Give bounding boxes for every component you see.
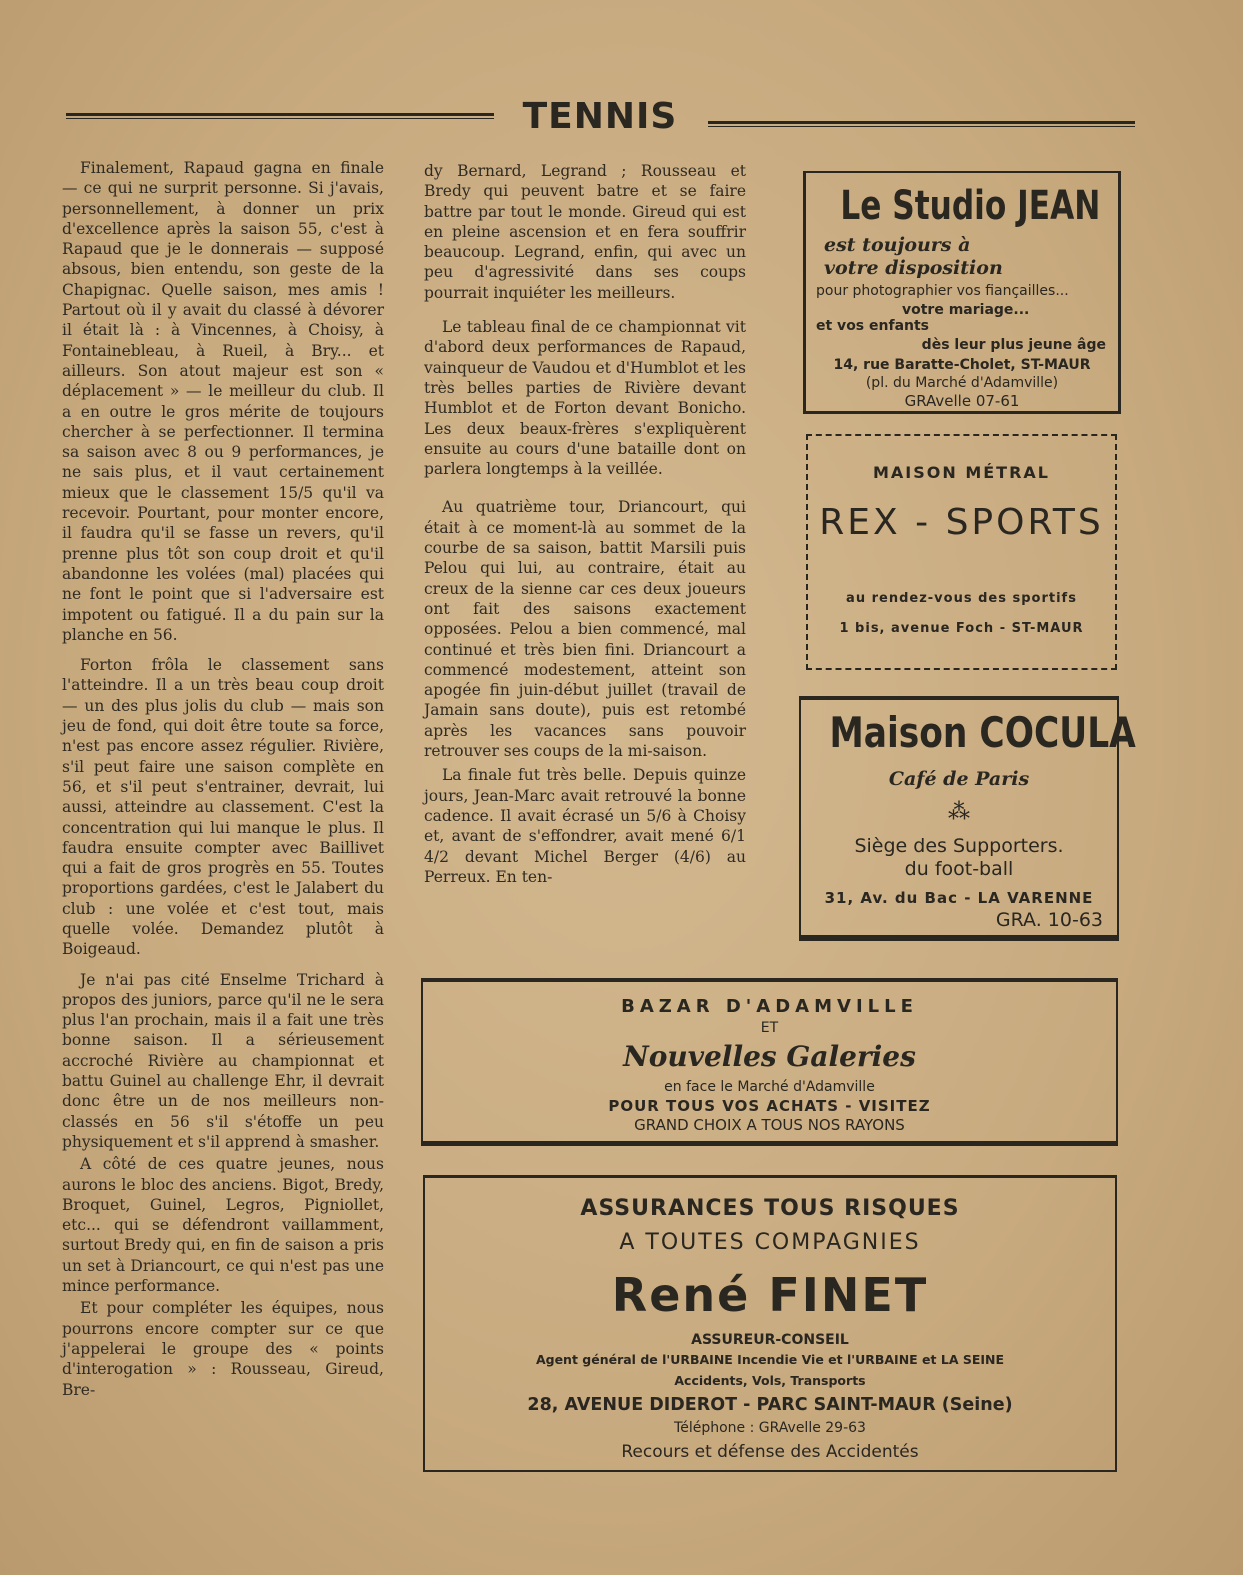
ad-rex-tagline: au rendez-vous des sportifs	[846, 591, 1077, 606]
ad-finet-line: ASSURANCES TOUS RISQUES	[580, 1196, 960, 1221]
ad-bazar-script: Nouvelles Galeries	[623, 1040, 916, 1073]
article-paragraph: Au quatrième tour, Driancourt, qui était à ce moment-là au sommet de la courbe de sa saison, battit Marsili puis Pelou qui lui, au contraire, était au creux de la sienne car ces deux joueurs ont fait des saisons exactement opposées. Pelou a bien commencé, mal continué et très bien fini. Driancourt a commencé modestement, atteint son apogée fin juin-début juillet (travail de Jamain sans doute), puis est retombé après les vacances sans pouvoir retrouver ses coups de la mi-saison.	[424, 498, 746, 761]
ad-studio-line: votre mariage...	[902, 302, 1030, 318]
ad-cocula-phone: GRA. 10-63	[995, 909, 1103, 931]
ad-cocula-name: Maison COCULA	[829, 708, 1136, 757]
ad-finet-name: René FINET	[611, 1268, 929, 1322]
article-paragraph: La finale fut très belle. Depuis quinze jours, Jean-Marc avait retrouvé la bonne cadence. Il avait écrasé un 5/6 à Choisy et, avant de s'effondrer, avait mené 6/1 4/2 devant Michel Berger (4/6) au Perreux. En ten-	[424, 766, 746, 886]
ad-rene-finet	[423, 1175, 1117, 1472]
ad-rex-sports	[806, 434, 1117, 670]
ad-studio-phone: GRAvelle 07-61	[904, 392, 1020, 410]
ad-rex-name: REX - SPORTS	[819, 502, 1104, 543]
ad-studio-address-2: (pl. du Marché d'Adamville)	[865, 375, 1059, 391]
ad-finet-phone: Téléphone : GRAvelle 29-63	[674, 1420, 866, 1436]
article-paragraph: Et pour compléter les équipes, nous pourrons encore compter sur ce que j'appelerai le groupe des « points d'interogation » : Rousseau, Gireud, Bre-	[62, 1299, 384, 1399]
ad-finet-title: ASSUREUR-CONSEIL	[691, 1332, 849, 1348]
ad-studio-jean	[803, 171, 1121, 414]
ad-bazar-line: POUR TOUS VOS ACHATS - VISITEZ	[608, 1097, 931, 1115]
article-column-2	[424, 161, 746, 887]
ad-finet-types: Accidents, Vols, Transports	[674, 1373, 866, 1388]
article-paragraph: Je n'ai pas cité Enselme Trichard à propos des juniors, parce qu'il ne le sera plus l'an prochain, mais il a fait une très bonne saison. Il a sérieusement accroché Rivière au championnat et battu Guinel au challenge Ehr, il devrait donc être un de nos meilleurs non-classés en 56 s'il s'étoffe un peu physiquement et s'il apprend à smasher.	[62, 970, 384, 1151]
ad-rex-kicker: MAISON MÉTRAL	[872, 463, 1050, 482]
article-paragraph: dy Bernard, Legrand ; Rousseau et Bredy qui peuvent batre et se faire battre par tout le monde. Gireud qui est en pleine ascension et en fera souffrir beaucoup. Legrand, enfin, qui avec un peu d'agressivité dans ses coups pourrait inquiéter les meilleurs.	[424, 162, 746, 302]
header-rule-right	[708, 121, 1135, 127]
article-paragraph: Le tableau final de ce championnat vit d'abord deux performances de Rapaud, vainqueur de Vaudou et d'Humblot et les très belles parties de Rivière devant Humblot et de Forton devant Bonicho. Les deux beaux-frères s'expliquèrent ensuite au cours d'une bataille dont on parlera longtemps à la veillée.	[424, 318, 747, 479]
ad-cocula-sub: Café de Paris	[888, 768, 1030, 790]
ad-cocula-line: Siège des Supporters.	[854, 835, 1064, 857]
ad-studio-line: votre disposition	[824, 257, 1003, 279]
ornament-icon: ⁂	[948, 800, 970, 825]
ad-finet-address: 28, AVENUE DIDEROT - PARC SAINT-MAUR (Seine)	[527, 1395, 1013, 1415]
ad-maison-cocula	[799, 696, 1136, 941]
ad-bazar-adamville	[421, 978, 1118, 1146]
ad-studio-line: pour photographier vos fiançailles...	[816, 283, 1069, 299]
ad-finet-tagline: Recours et défense des Accidentés	[621, 1442, 919, 1462]
ad-bazar-line: en face le Marché d'Adamville	[664, 1079, 875, 1095]
ad-bazar-and: ET	[760, 1020, 779, 1036]
article-paragraph: A côté de ces quatre jeunes, nous aurons le bloc des anciens. Bigot, Bredy, Broquet, Guinel, Legros, Pigniollet, etc... qui se défendront vaillamment, surtout Bredy qui, en fin de saison a pris un set à Driancourt, ce qui n'est pas une mince performance.	[62, 1155, 384, 1296]
ad-cocula-address: 31, Av. du Bac - LA VARENNE	[824, 889, 1094, 907]
section-title: TENNIS	[522, 96, 678, 137]
ad-rex-address: 1 bis, avenue Foch - ST-MAUR	[839, 621, 1084, 636]
article-paragraph: Forton frôla le classement sans l'atteindre. Il a un très beau coup droit — un des plus jolis du club — mais son jeu de fond, qui doit être toute sa force, n'est pas encore assez régulier. Rivière, s'il peut faire une saison complète en 56, et s'il peut s'entrainer, devrait, lui aussi, atteindre au classement. C'est la concentration qui lui manque le plus. Il faudra ensuite compter avec Baillivet qui a fait de gros progrès en 55. Toutes proportions gardées, c'est le Jalabert du club : une volée et c'est tout, mais quelle volée. Demandez plutôt à Boigeaud.	[62, 656, 384, 959]
ad-studio-address: 14, rue Baratte-Cholet, ST-MAUR	[833, 357, 1091, 373]
header-rule-left	[66, 113, 494, 119]
ad-studio-line: dès leur plus jeune âge	[921, 337, 1106, 353]
ad-bazar-line: GRAND CHOIX A TOUS NOS RAYONS	[634, 1116, 905, 1134]
ad-studio-line: est toujours à	[824, 234, 971, 256]
ad-studio-name: Le Studio JEAN	[840, 183, 1101, 229]
ad-cocula-line: du foot-ball	[904, 858, 1014, 880]
ad-studio-line: et vos enfants	[816, 318, 930, 334]
ad-finet-agent: Agent général de l'URBAINE Incendie Vie et l'URBAINE et LA SEINE	[535, 1352, 1005, 1367]
article-paragraph: Finalement, Rapaud gagna en finale — ce qui ne surprit personne. Si j'avais, personnellement, à donner un prix d'excellence après la saison 55, c'est à Rapaud que je le donnerais — supposé absous, bien entendu, son geste de la Chapignac. Quelle saison, mes amis ! Partout où il y avait du classé à dévorer il était là : à Vincennes, à Choisy, à Fontainebleau, à Rueil, à Bry... et ailleurs. Son atout majeur est son « déplacement » — le meilleur du club. Il a en outre le gros mérite de toujours chercher à se perfectionner. Il termina sa saison avec 8 ou 9 performances, je ne sais plus, et il vaut certainement mieux que le classement 15/5 qu'il va recevoir. Pourtant, pour monter encore, il faudra qu'il se fasse un revers, qu'il prenne plus tôt son coup droit et qu'il abandonne les volées (mal) placées qui ne font le point que si l'adversaire est impotent ou fatigué. Il a du pain sur la planche en 56.	[62, 159, 384, 644]
ad-finet-line: A TOUTES COMPAGNIES	[619, 1230, 921, 1255]
article-column-1	[62, 158, 384, 1400]
ad-bazar-name: BAZAR D'ADAMVILLE	[621, 996, 918, 1017]
